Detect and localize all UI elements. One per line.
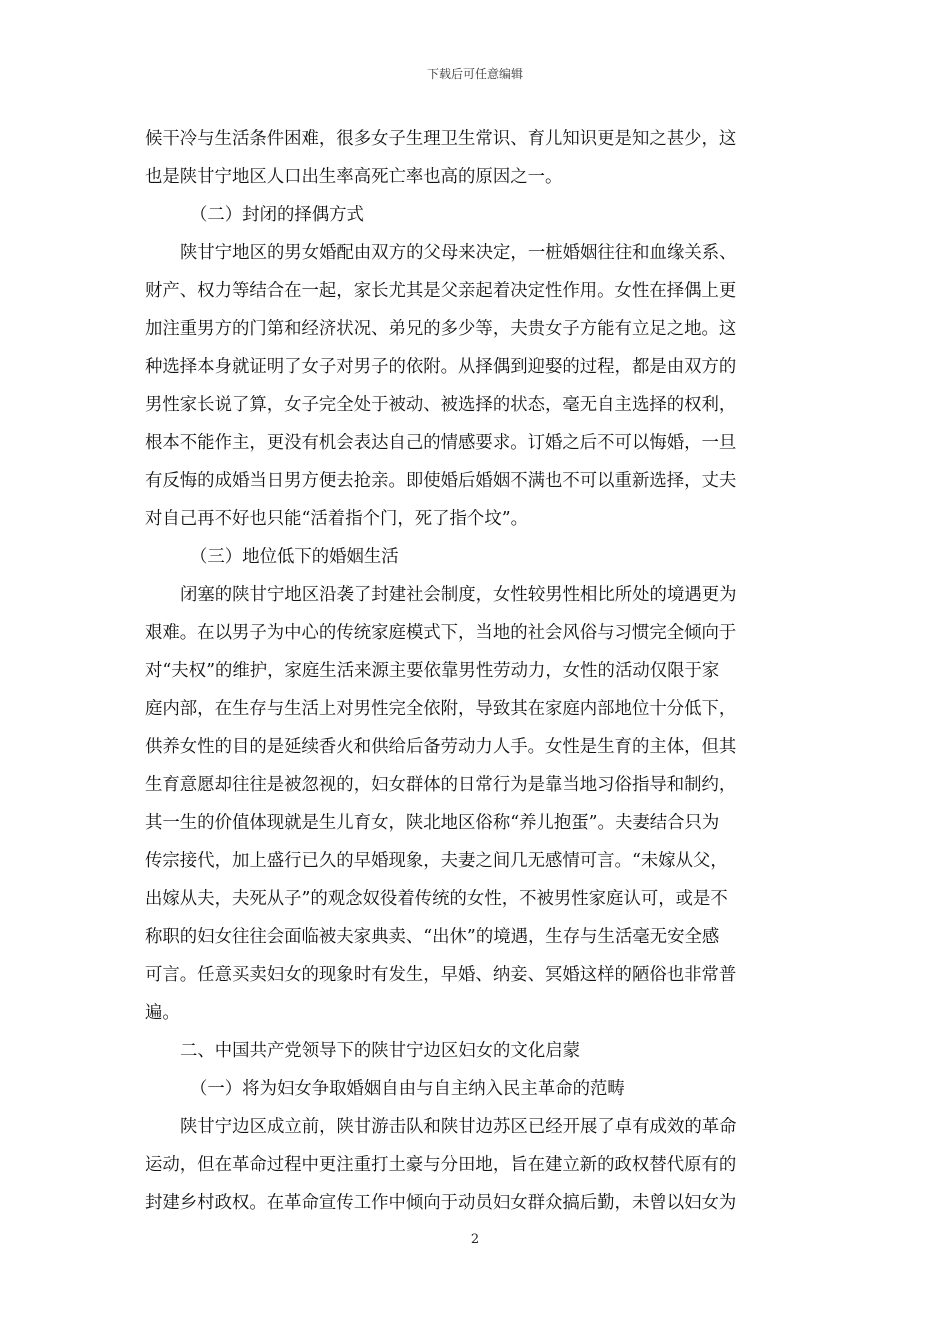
text-line: 陕甘宁地区的男女婚配由双方的父母来决定，一桩婚姻往往和血缘关系、 — [180, 243, 737, 263]
document-body — [145, 120, 808, 1222]
text-line: 也是陕甘宁地区人口出生率高死亡率也高的原因之一。 — [145, 167, 563, 187]
header-text: 下载后可任意编辑 — [426, 67, 523, 81]
text-line: 根本不能作主，更没有机会表达自己的情感要求。订婚之后不可以悔婚，一旦 — [145, 433, 737, 453]
text-line: 对“夫权”的维护，家庭生活来源主要依靠男性劳动力，女性的活动仅限于家 — [145, 661, 720, 681]
text-line: 陕甘宁边区成立前，陕甘游击队和陕甘边苏区已经开展了卓有成效的革命 — [180, 1117, 737, 1137]
text-line: 其一生的价值体现就是生儿育女，陕北地区俗称“养儿抱蛋”。夫妻结合只为 — [145, 813, 720, 833]
text-line: 封建乡村政权。在革命宣传工作中倾向于动员妇女群众搞后勤，未曾以妇女为 — [145, 1193, 737, 1213]
text-line: 候干冷与生活条件困难，很多女子生理卫生常识、育儿知识更是知之甚少，这 — [145, 129, 737, 149]
text-line: 男性家长说了算，女子完全处于被动、被选择的状态，毫无自主选择的权利， — [145, 395, 737, 415]
text-line: 艰难。在以男子为中心的传统家庭模式下，当地的社会风俗与习惯完全倾向于 — [145, 623, 737, 643]
text-line: 财产、权力等结合在一起，家长尤其是父亲起着决定性作用。女性在择偶上更 — [145, 281, 737, 301]
text-line: 遍。 — [145, 1003, 180, 1023]
section-heading-line: （二）封闭的择偶方式 — [190, 205, 364, 225]
page-number: 2 — [470, 1232, 480, 1247]
text-line: 运动，但在革命过程中更注重打土豪与分田地，旨在建立新的政权替代原有的 — [145, 1155, 737, 1175]
text-line: 庭内部，在生存与生活上对男性完全依附，导致其在家庭内部地位十分低下， — [145, 699, 737, 719]
text-line: 二、中国共产党领导下的陕甘宁边区妇女的文化启蒙 — [180, 1041, 580, 1061]
text-line: 加注重男方的门第和经济状况、弟兄的多少等，夫贵女子方能有立足之地。这 — [145, 319, 737, 339]
text-line: 称职的妇女往往会面临被夫家典卖、“出休”的境遇，生存与生活毫无安全感 — [145, 927, 720, 947]
text-line: 出嫁从夫，夫死从子”的观念奴役着传统的女性，不被男性家庭认可，或是不 — [145, 889, 728, 909]
text-line: 供养女性的目的是延续香火和供给后备劳动力人手。女性是生育的主体，但其 — [145, 737, 737, 757]
text-line: 传宗接代，加上盛行已久的早婚现象，夫妻之间几无感情可言。“未嫁从父， — [145, 851, 728, 871]
section-heading-line: （三）地位低下的婚姻生活 — [190, 547, 399, 567]
section-heading-line: （一）将为妇女争取婚姻自由与自主纳入民主革命的范畴 — [190, 1079, 625, 1099]
text-line: 种选择本身就证明了女子对男子的依附。从择偶到迎娶的过程，都是由双方的 — [145, 357, 737, 377]
text-line: 对自己再不好也只能“活着指个门，死了指个坟”。 — [145, 509, 528, 529]
text-line: 有反悔的成婚当日男方便去抢亲。即使婚后婚姻不满也不可以重新选择，丈夫 — [145, 471, 737, 491]
text-line: 生育意愿却往往是被忽视的，妇女群体的日常行为是靠当地习俗指导和制约， — [145, 775, 737, 795]
page-header — [0, 66, 950, 82]
text-line: 可言。任意买卖妇女的现象时有发生，早婚、纳妾、冥婚这样的陋俗也非常普 — [145, 965, 737, 985]
text-line: 闭塞的陕甘宁地区沿袭了封建社会制度，女性较男性相比所处的境遇更为 — [180, 585, 737, 605]
